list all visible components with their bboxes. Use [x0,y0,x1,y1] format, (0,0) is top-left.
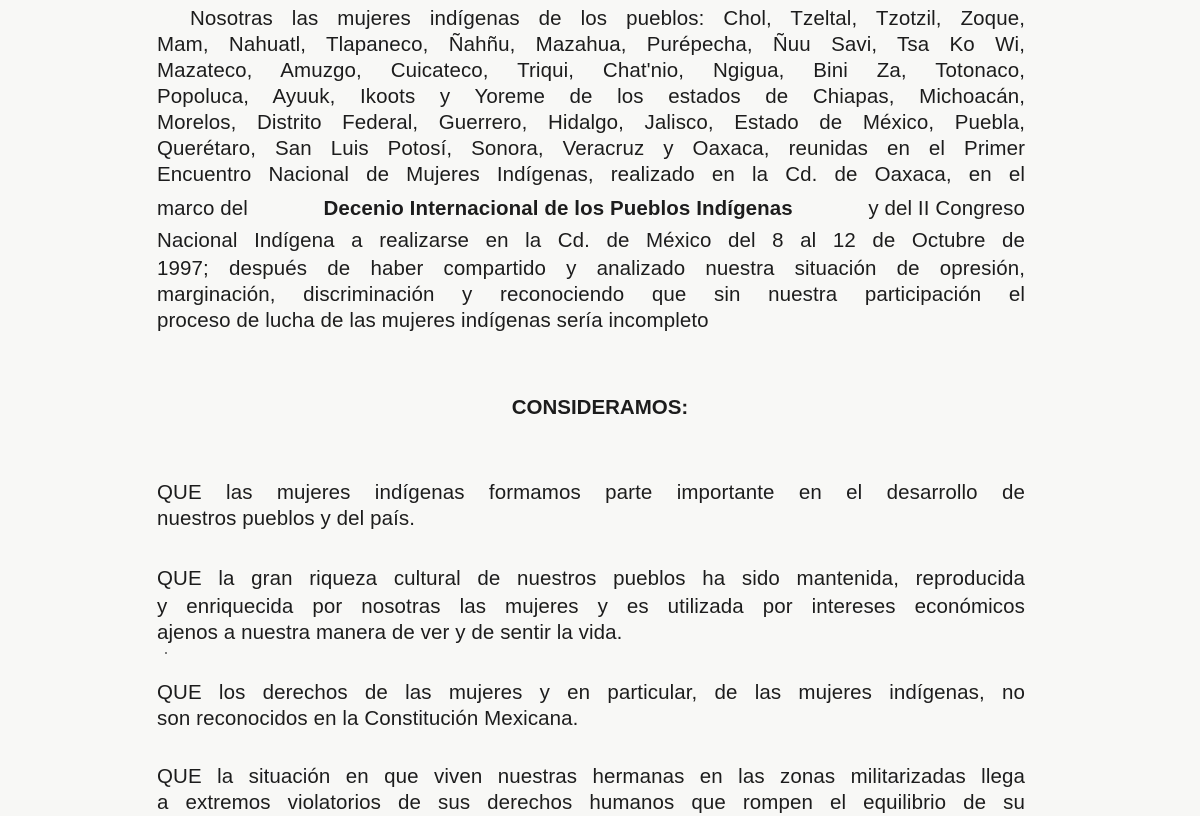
intro-line-10: 1997; después de haber compartido y analizado nuestra situación de opresión, [157,257,1025,280]
decade-title: Decenio Internacional de los Pueblos Indígenas [323,197,793,220]
paragraph-2-line-3: ajenos a nuestra manera de ver y de sentir la vida. [157,621,623,644]
paragraph-3-line-1: QUE los derechos de las mujeres y en particular, de las mujeres indígenas, no [157,681,1025,704]
intro-line-4: Popoluca, Ayuuk, Ikoots y Yoreme de los estados de Chiapas, Michoacán, [157,85,1025,108]
paragraph-2-line-1: QUE la gran riqueza cultural de nuestros pueblos ha sido mantenida, reproducida [157,567,1025,590]
intro-line-1: Nosotras las mujeres indígenas de los pueblos: Chol, Tzeltal, Tzotzil, Zoque, [190,7,1025,30]
section-heading: CONSIDERAMOS: [511,396,689,419]
paragraph-1-line-1: QUE las mujeres indígenas formamos parte importante en el desarrollo de [157,481,1025,504]
intro-line-12: proceso de lucha de las mujeres indígenas sería incompleto [157,309,709,332]
intro-line-11: marginación, discriminación y reconociendo que sin nuestra participación el [157,283,1025,306]
paragraph-3-line-2: son reconocidos en la Constitución Mexicana. [157,707,579,730]
intro-line-9: Nacional Indígena a realizarse en la Cd. de México del 8 al 12 de Octubre de [157,229,1025,252]
intro-line-2: Mam, Nahuatl, Tlapaneco, Ñahñu, Mazahua, Purépecha, Ñuu Savi, Tsa Ko Wi, [157,33,1025,56]
intro-line-7: Encuentro Nacional de Mujeres Indígenas, realizado en la Cd. de Oaxaca, en el [157,163,1025,186]
intro-line-8-prefix: marco del [157,197,248,220]
intro-line-3: Mazateco, Amuzgo, Cuicateco, Triqui, Chat'nio, Ngigua, Bini Za, Totonaco, [157,59,1025,82]
paragraph-1-line-2: nuestros pueblos y del país. [157,507,416,530]
intro-line-8 [157,196,1025,222]
paragraph-4-line-2: a extremos violatorios de sus derechos humanos que rompen el equilibrio de su [157,791,1025,814]
intro-line-8-suffix: y del II Congreso [868,197,1025,220]
paragraph-4-line-1: QUE la situación en que viven nuestras hermanas en las zonas militarizadas llega [157,765,1025,788]
scan-speck [165,652,167,654]
intro-line-6: Querétaro, San Luis Potosí, Sonora, Veracruz y Oaxaca, reunidas en el Primer [157,137,1025,160]
intro-line-5: Morelos, Distrito Federal, Guerrero, Hidalgo, Jalisco, Estado de México, Puebla, [157,111,1025,134]
paragraph-2-line-2: y enriquecida por nosotras las mujeres y es utilizada por intereses económicos [157,595,1025,618]
